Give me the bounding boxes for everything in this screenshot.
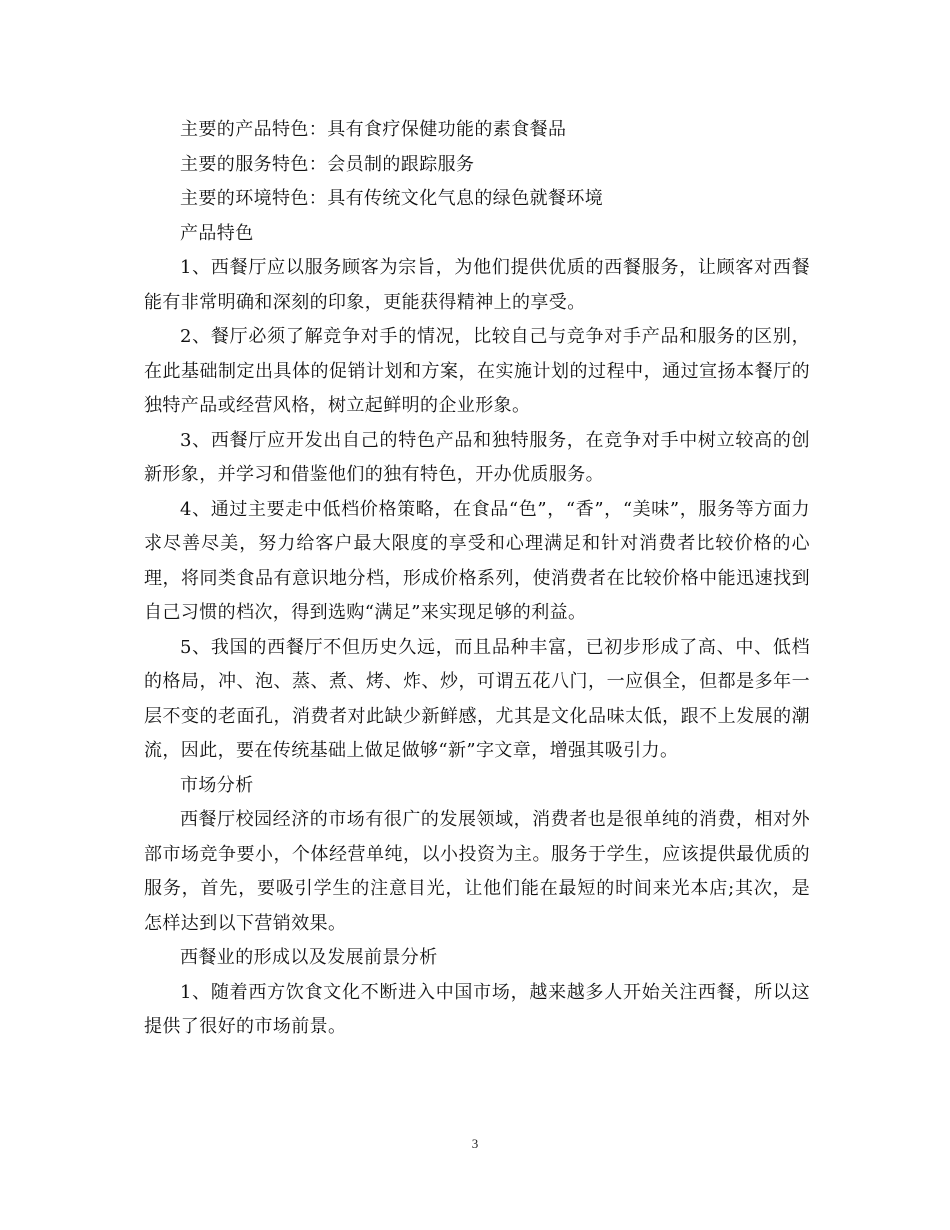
paragraph: 5、我国的西餐厅不但历史久远，而且品种丰富，已初步形成了高、中、低档的格局，冲、泡、蒸、煮、烤、炸、炒，可谓五花八门，一应俱全，但都是多年一层不变的老面孔，消费者对此缺少新鲜感，尤其是文化品味太低，跟不上发展的潮流，因此，要在传统基础上做足做够“新”字文章，增强其吸引力。 xyxy=(144,636,810,761)
paragraph: 4、通过主要走中低档价格策略，在食品“色”，“香”，“美味”，服务等方面力求尽善尽美，努力给客户最大限度的享受和心理满足和针对消费者比较价格的心理，将同类食品有意识地分档，形成价格系列，使消费者在比较价格中能迅速找到自己习惯的档次，得到选购“满足”来实现足够的利益。 xyxy=(144,498,810,623)
product-feature-line: 主要的产品特色：具有食疗保健功能的素食餐品 xyxy=(180,119,567,140)
section-heading-industry: 西餐业的形成以及发展前景分析 xyxy=(180,947,438,968)
section-heading-product: 产品特色 xyxy=(180,222,254,244)
paragraph: 2、餐厅必须了解竞争对手的情况，比较自己与竞争对手产品和服务的区别，在此基础制定出具体的促销计划和方案，在实施计划的过程中，通过宣扬本餐厅的独特产品或经营风格，树立起鲜明的企业形象。 xyxy=(144,326,810,416)
service-feature-line: 主要的服务特色：会员制的跟踪服务 xyxy=(180,153,475,175)
paragraph: 1、西餐厅应以服务顾客为宗旨，为他们提供优质的西餐服务，让顾客对西餐能有非常明确和深刻的印象，更能获得精神上的享受。 xyxy=(144,257,810,313)
section-heading-market: 市场分析 xyxy=(180,774,254,796)
paragraph: 西餐厅校园经济的市场有很广的发展领域，消费者也是很单纯的消费，相对外部市场竞争要小，个体经营单纯，以小投资为主。服务于学生，应该提供最优质的服务，首先，要吸引学生的注意目光，让他们能在最短的时间来光本店;其次，是怎样达到以下营销效果。 xyxy=(144,809,810,934)
paragraph: 3、西餐厅应开发出自己的特色产品和独特服务，在竞争对手中树立较高的创新形象，并学习和借鉴他们的独有特色，开办优质服务。 xyxy=(144,429,810,485)
environment-feature-line: 主要的环境特色：具有传统文化气息的绿色就餐环境 xyxy=(180,188,604,209)
document-body xyxy=(144,113,810,1045)
paragraph: 1、随着西方饮食文化不断进入中国市场，越来越多人开始关注西餐，所以这提供了很好的市场前景。 xyxy=(144,981,810,1037)
page-number: 3 xyxy=(471,1136,479,1151)
